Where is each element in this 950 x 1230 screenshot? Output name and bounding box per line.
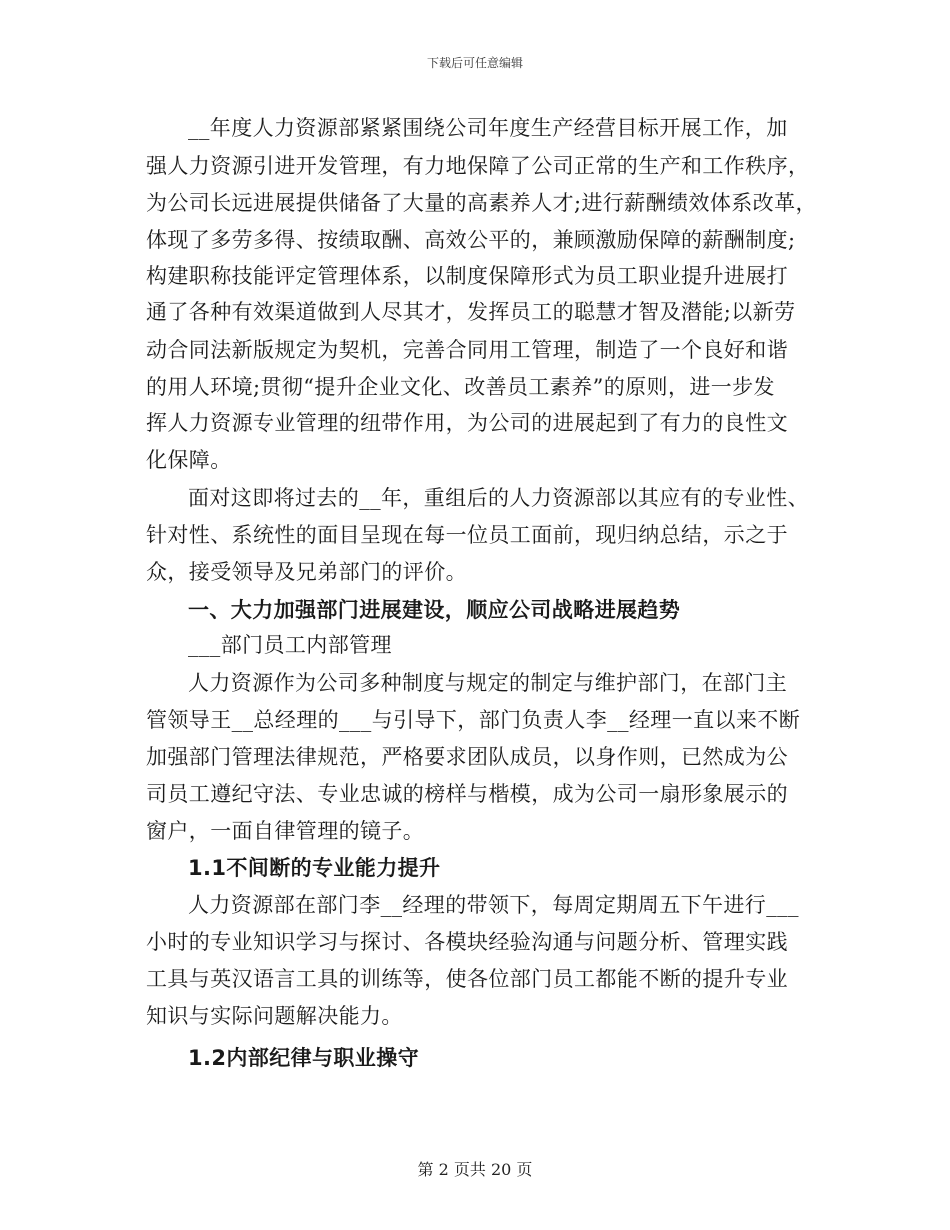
paragraph-line: 人力资源作为公司多种制度与规定的制定与维护部门，在部门主: [188, 671, 788, 695]
paragraph-line: 挥人力资源专业管理的纽带作用，为公司的进展起到了有力的良性文: [146, 411, 788, 435]
paragraph-line: 工具与英汉语言工具的训练等，使各位部门员工都能不断的提升专业: [146, 967, 788, 991]
paragraph-line: 强人力资源引进开发管理，有力地保障了公司正常的生产和工作秩序，: [146, 154, 810, 178]
paragraph-line: 加强部门管理法律规范，严格要求团队成员，以身作则，已然成为公: [146, 745, 788, 769]
paragraph-line: 体现了多劳多得、按绩取酬、高效公平的，兼顾激励保障的薪酬制度;: [146, 228, 796, 252]
subsection-heading: 1.1不间断的专业能力提升: [188, 856, 441, 880]
page-footer: 第 2 页共 20 页: [417, 1160, 533, 1179]
subsection-title: ___部门员工内部管理: [188, 633, 392, 657]
paragraph-line: 构建职称技能评定管理体系，以制度保障形式为员工职业提升进展打: [146, 264, 788, 288]
paragraph-line: __年度人力资源部紧紧围绕公司年度生产经营目标开展工作，加: [188, 116, 788, 140]
paragraph-line: 针对性、系统性的面目呈现在每一位员工面前，现归纳总结，示之于: [146, 523, 788, 547]
paragraph-line: 司员工遵纪守法、专业忠诚的榜样与楷模，成为公司一扇形象展示的: [146, 782, 788, 806]
paragraph-line: 面对这即将过去的__年，重组后的人力资源部以其应有的专业性、: [188, 486, 809, 510]
paragraph-line: 动合同法新版规定为契机，完善合同用工管理，制造了一个良好和谐: [146, 338, 788, 362]
paragraph-line: 众，接受领导及兄弟部门的评价。: [146, 560, 467, 584]
paragraph-line: 的用人环境;贯彻“提升企业文化、改善员工素养”的原则，进一步发: [146, 375, 775, 399]
paragraph-line: 知识与实际问题解决能力。: [146, 1004, 403, 1028]
section-heading: 一、大力加强部门进展建设，顺应公司战略进展趋势: [188, 598, 681, 622]
paragraph-line: 为公司长远进展提供储备了大量的高素养人才;进行薪酬绩效体系改革，: [146, 191, 817, 215]
paragraph-line: 通了各种有效渠道做到人尽其才，发挥员工的聪慧才智及潜能;以新劳: [146, 300, 796, 324]
paragraph-line: 化保障。: [146, 448, 232, 472]
paragraph-line: 小时的专业知识学习与探讨、各模块经验沟通与问题分析、管理实践: [146, 930, 788, 954]
paragraph-line: 人力资源部在部门李__经理的带领下，每周定期周五下午进行___: [188, 893, 799, 917]
page-header: 下载后可任意编辑: [426, 56, 523, 70]
paragraph-line: 窗户，一面自律管理的镜子。: [146, 819, 425, 843]
paragraph-line: 管领导王__总经理的___与引导下，部门负责人李__经理一直以来不断: [146, 708, 801, 732]
subsection-heading: 1.2内部纪律与职业操守: [188, 1046, 420, 1070]
